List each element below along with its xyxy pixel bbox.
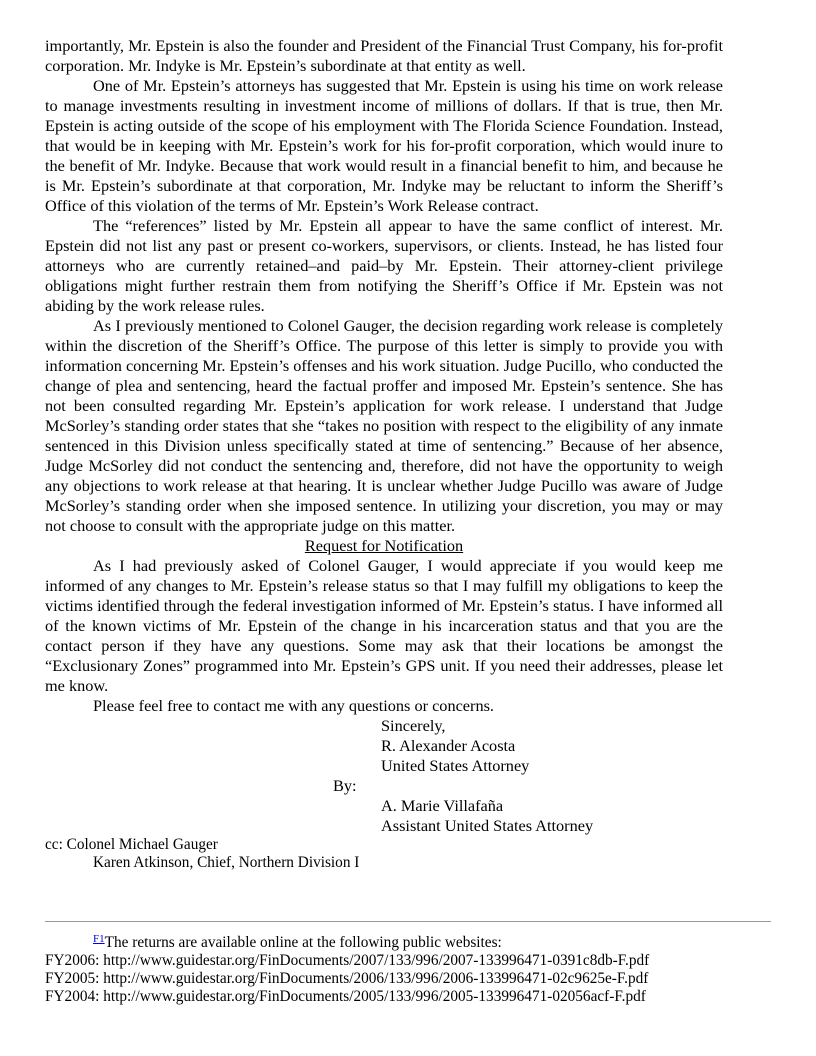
by-label: By: bbox=[333, 776, 357, 795]
cc-line: Karen Atkinson, Chief, Northern Division I bbox=[93, 854, 360, 871]
signature-block bbox=[45, 716, 723, 836]
footnote-text: The returns are available online at the following public websites: bbox=[104, 934, 502, 951]
footnote-link[interactable]: F1 bbox=[93, 933, 105, 945]
footnote-url-line: FY2005: http://www.guidestar.org/FinDocuments/2006/133/996/2006-133996471-02c9625e-F.pdf bbox=[45, 970, 649, 987]
cc-line: cc: Colonel Michael Gauger bbox=[45, 836, 218, 853]
letter-body bbox=[45, 36, 723, 872]
signer-name: A. Marie Villafaña bbox=[381, 796, 504, 815]
paragraph-sheriff-discretion: As I previously mentioned to Colonel Gauger, the decision regarding work release is completely within the discretion of the Sheriff’s Office. The purpose of this letter is simply to provide you with information concerning Mr. Epstein’s offenses and his work situation. Judge Pucillo, who conducted the change of plea and sentencing, heard the factual proffer and imposed Mr. Epstein’s sentence. She has not been consulted regarding Mr. Epstein’s application for work release. I understand that Judge McSorley’s standing order states that she “takes no position with respect to the eligibility of any inmate sentenced in this Division unless specifically stated at time of sentencing.” Because of her absence, Judge McSorley did not conduct the sentencing and, therefore, did not have the opportunity to weigh any objections to work release at that hearing. It is unclear whether Judge Pucillo was aware of Judge McSorley’s standing order when she imposed sentence. In utilizing your discretion, you may or may not choose to consult with the appropriate judge on this matter. bbox=[45, 316, 723, 535]
signatory-title: United States Attorney bbox=[381, 756, 530, 775]
paragraph-work-release-investments: One of Mr. Epstein’s attorneys has suggested that Mr. Epstein is using his time on work release to manage investments resulting in investment income of millions of dollars. If that is true, then Mr. Epstein is acting outside of the scope of his employment with The Florida Science Foundation. Instead, that would be in keeping with Mr. Epstein’s work for his for-profit corporation, which would inure to the benefit of Mr. Indyke. Because that work would result in a financial benefit to him, and because he is Mr. Epstein’s subordinate at that corporation, Mr. Indyke may be reluctant to inform the Sheriff’s Office of this violation of the terms of Mr. Epstein’s Work Release contract. bbox=[45, 76, 723, 215]
footnote-url-line: FY2006: http://www.guidestar.org/FinDocuments/2007/133/996/2007-133996471-0391c8db-F.pdf bbox=[45, 952, 650, 969]
footnote-divider bbox=[45, 921, 771, 922]
footnote-url-line: FY2004: http://www.guidestar.org/FinDocuments/2005/133/996/2005-133996471-02056acf-F.pdf bbox=[45, 988, 646, 1005]
signer-title: Assistant United States Attorney bbox=[381, 816, 594, 835]
paragraph-references: The “references” listed by Mr. Epstein all appear to have the same conflict of interest. Mr. Epstein did not list any past or present co-workers, supervisors, or clients. Instead, he has listed four attorneys who are currently retained–and paid–by Mr. Epstein. Their attorney-client privilege obligations might further restrain them from notifying the Sheriff’s Office if Mr. Epstein was not abiding by the work release rules. bbox=[45, 216, 723, 315]
cc-block bbox=[45, 836, 723, 872]
footnote bbox=[45, 930, 771, 1006]
paragraph-contact: Please feel free to contact me with any questions or concerns. bbox=[93, 696, 495, 715]
footnote-intro bbox=[45, 930, 771, 952]
paragraph-financial-trust: importantly, Mr. Epstein is also the founder and President of the Financial Trust Company, his for-profit corporation. Mr. Indyke is Mr. Epstein’s subordinate at that entity as well. bbox=[45, 36, 723, 75]
section-heading-request-for-notification: Request for Notification bbox=[304, 536, 464, 555]
signatory-name: R. Alexander Acosta bbox=[381, 736, 516, 755]
closing: Sincerely, bbox=[381, 716, 446, 735]
paragraph-notification-request: As I had previously asked of Colonel Gauger, I would appreciate if you would keep me informed of any changes to Mr. Epstein’s release status so that I may fulfill my obligations to keep the victims identified through the federal investigation informed of Mr. Epstein’s status. I have informed all of the known victims of Mr. Epstein of the change in his incarceration status and that you are the contact person if they have any questions. Some may ask that their locations be amongst the “Exclusionary Zones” programmed into Mr. Epstein’s GPS unit. If you need their addresses, please let me know. bbox=[45, 556, 723, 695]
